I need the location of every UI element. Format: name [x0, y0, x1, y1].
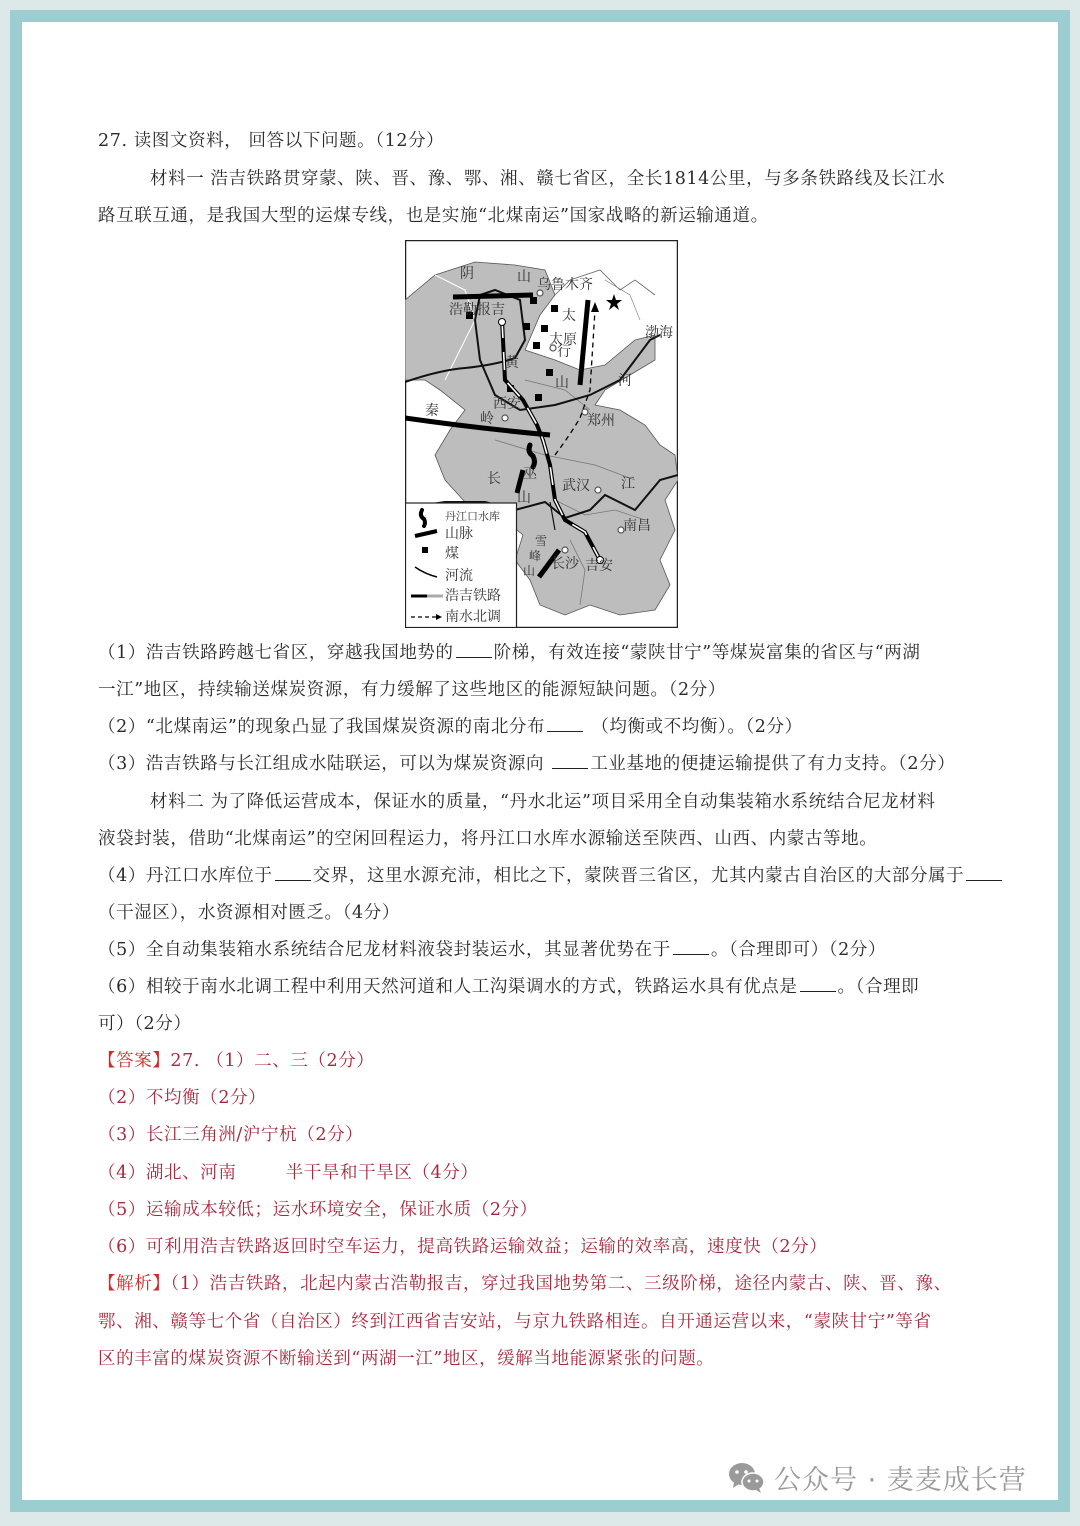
svg-text:长沙: 长沙: [551, 556, 579, 572]
analysis-tag: 【解析】: [98, 1274, 171, 1294]
svg-text:河流: 河流: [445, 568, 473, 584]
svg-text:山: 山: [517, 269, 531, 285]
svg-text:浩勒报吉: 浩勒报吉: [449, 302, 505, 318]
answer-6: （6）可利用浩吉铁路返回时空车运力，提高铁路运输效益；运输的效率高，速度快（2分）: [98, 1237, 828, 1257]
q6-blank[interactable]: [800, 977, 836, 992]
answer-line1: 【答案】27. （1）二、三（2分）: [98, 1051, 375, 1071]
svg-text:渤海: 渤海: [645, 325, 673, 341]
q4-blank-2[interactable]: [966, 866, 1002, 881]
svg-text:山: 山: [523, 564, 536, 578]
analysis-line3: 区的丰富的煤炭资源不断输送到“两湖一江”地区，缓解当地能源紧张的问题。: [98, 1349, 715, 1369]
svg-text:山: 山: [555, 375, 569, 391]
q3-blank[interactable]: [552, 754, 588, 769]
q1-blank[interactable]: [456, 643, 492, 658]
answer-4: （4）湖北、河南 半干旱和干旱区（4分）: [98, 1163, 479, 1183]
svg-text:巫: 巫: [523, 466, 537, 482]
svg-text:南水北调: 南水北调: [445, 609, 501, 625]
q4-line1: （4）丹江口水库位于 交界，这里水源充沛，相比之下，蒙陕晋三省区，尤其内蒙古自治区的大部分属于: [98, 865, 1004, 887]
watermark: [728, 1458, 1027, 1497]
question-header: 27. 读图文资料， 回答以下问题。（12分）: [98, 131, 445, 151]
answer-tag: 【答案】: [98, 1051, 171, 1071]
svg-text:长: 长: [487, 471, 501, 487]
q5-blank[interactable]: [673, 940, 709, 955]
q6-line2: 可）（2分）: [98, 1014, 192, 1034]
svg-text:行: 行: [557, 344, 571, 360]
svg-text:煤: 煤: [445, 546, 459, 562]
material2-line2: 液袋封装，借助“北煤南运”的空闲回程运力，将丹江口水库水源输送至陕西、山西、内蒙古等地。: [98, 829, 878, 849]
q3-line: （3）浩吉铁路与长江组成水陆联运，可以为煤炭资源向 工业基地的便捷运输提供了有力支持。（2分）: [98, 754, 956, 774]
material1-line1: 材料一 浩吉铁路贯穿蒙、陕、晋、豫、鄂、湘、赣七省区，全长1814公里，与多条铁路线及长江水: [150, 169, 946, 189]
answer-3: （3）长江三角洲/沪宁杭（2分）: [98, 1125, 364, 1145]
analysis-line2: 鄂、湘、赣等七个省（自治区）终到江西省吉安站，与京九铁路相连。自开通运营以来，“蒙陕甘宁”等省: [98, 1312, 932, 1332]
svg-text:南昌: 南昌: [623, 518, 651, 534]
svg-text:山: 山: [517, 490, 531, 506]
answer-5: （5）运输成本较低；运水环境安全，保证水质（2分）: [98, 1200, 538, 1220]
q2-line: （2）“北煤南运”的现象凸显了我国煤炭资源的南北分布 （均衡或不均衡）。（2分）: [98, 717, 803, 737]
map-legend: [406, 503, 517, 628]
svg-text:太原: 太原: [549, 332, 577, 348]
wechat-icon: [728, 1462, 766, 1494]
svg-text:吉安: 吉安: [585, 558, 613, 574]
q4-blank-1[interactable]: [275, 866, 311, 881]
watermark-text: 公众号 · 麦麦成长营: [774, 1465, 1027, 1496]
svg-text:河: 河: [618, 373, 632, 389]
q6-line1: （6）相较于南水北调工程中利用天然河道和人工沟渠调水的方式，铁路运水具有优点是 。（合理即: [98, 977, 920, 997]
svg-text:武汉: 武汉: [562, 478, 590, 494]
material2-line1: 材料二 为了降低运营成本，保证水的质量，“丹水北运”项目采用全自动集装箱水系统结合尼龙材料: [150, 792, 936, 812]
svg-text:郑州: 郑州: [587, 413, 615, 429]
haoji-railway-map: [405, 240, 678, 628]
svg-text:岭: 岭: [480, 411, 494, 427]
q1-line2: 一江”地区，持续输送煤炭资源，有力缓解了这些地区的能源短缺问题。（2分）: [98, 680, 726, 700]
svg-text:雪: 雪: [535, 534, 548, 548]
svg-text:江: 江: [621, 476, 635, 492]
q5-line: （5）全自动集装箱水系统结合尼龙材料液袋封装运水，其显著优势在于 。（合理即可）（2分）: [98, 940, 887, 960]
svg-text:秦: 秦: [425, 403, 439, 419]
svg-text:太: 太: [562, 308, 576, 324]
svg-text:西安: 西安: [493, 396, 521, 412]
svg-text:黄: 黄: [505, 355, 519, 371]
q1-line1: （1）浩吉铁路跨越七省区，穿越我国地势的 阶梯，有效连接“蒙陕甘宁”等煤炭富集的省区与“两湖: [98, 643, 921, 663]
material1-line2: 路互联互通，是我国大型的运煤专线，也是实施“北煤南运”国家战略的新运输通道。: [98, 206, 769, 226]
answer-2: （2）不均衡（2分）: [98, 1088, 267, 1108]
q4-line2: （干湿区），水资源相对匮乏。（4分）: [98, 903, 400, 923]
svg-text:丹江口水库: 丹江口水库: [445, 510, 500, 523]
svg-text:阴: 阴: [460, 266, 474, 282]
q2-blank[interactable]: [547, 717, 583, 732]
svg-text:浩吉铁路: 浩吉铁路: [445, 588, 501, 604]
svg-text:山脉: 山脉: [445, 526, 473, 542]
svg-text:乌鲁木齐: 乌鲁木齐: [537, 277, 593, 293]
svg-text:峰: 峰: [529, 549, 542, 563]
analysis-line1: 【解析】（1）浩吉铁路，北起内蒙古浩勒报吉，穿过我国地势第二、三级阶梯，途径内蒙古、陕、晋、豫、: [98, 1274, 952, 1294]
